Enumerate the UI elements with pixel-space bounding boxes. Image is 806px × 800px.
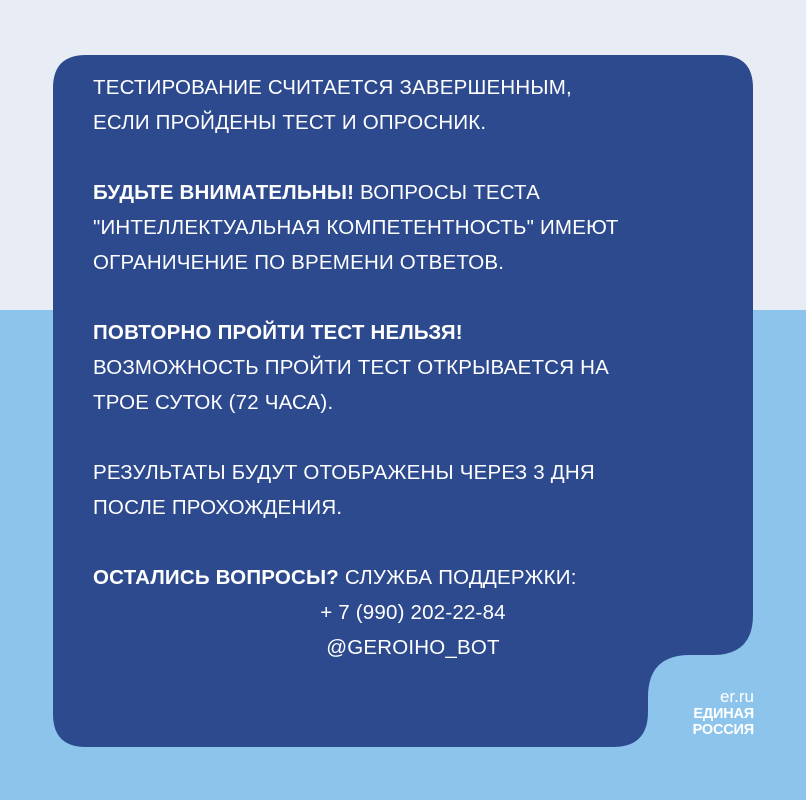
paragraph-attention xyxy=(93,175,733,280)
text-line: ВОПРОСЫ ТЕСТА xyxy=(354,181,540,204)
logo-brand-line2: РОССИЯ xyxy=(692,722,754,738)
attention-heading: БУДЬТЕ ВНИМАТЕЛЬНЫ! xyxy=(93,181,355,204)
support-heading: ОСТАЛИСЬ ВОПРОСЫ? xyxy=(93,566,339,589)
logo-brand-line1: ЕДИНАЯ xyxy=(693,706,754,722)
text-line: "ИНТЕЛЛЕКТУАЛЬНАЯ КОМПЕТЕНТНОСТЬ" ИМЕЮТ xyxy=(93,216,619,239)
paragraph-retake xyxy=(93,315,733,420)
brand-logo xyxy=(672,688,754,738)
logo-site: er.ru xyxy=(719,687,754,706)
paragraph-support xyxy=(93,560,733,595)
support-bot-handle[interactable]: @GEROIHO_BOT xyxy=(326,636,500,659)
text-line: ТРОЕ СУТОК (72 ЧАСА). xyxy=(93,391,334,414)
paragraph-results xyxy=(93,455,733,525)
text-line: ПОСЛЕ ПРОХОЖДЕНИЯ. xyxy=(93,496,343,519)
card-content xyxy=(93,70,733,665)
text-line: ВОЗМОЖНОСТЬ ПРОЙТИ ТЕСТ ОТКРЫВАЕТСЯ НА xyxy=(93,356,609,379)
text-line: ТЕСТИРОВАНИЕ СЧИТАЕТСЯ ЗАВЕРШЕННЫМ, xyxy=(93,76,572,99)
text-line: СЛУЖБА ПОДДЕРЖКИ: xyxy=(339,566,577,589)
text-line: ОГРАНИЧЕНИЕ ПО ВРЕМЕНИ ОТВЕТОВ. xyxy=(93,251,505,274)
text-line: ЕСЛИ ПРОЙДЕНЫ ТЕСТ И ОПРОСНИК. xyxy=(93,111,487,134)
retake-heading: ПОВТОРНО ПРОЙТИ ТЕСТ НЕЛЬЗЯ! xyxy=(93,321,463,344)
support-contacts xyxy=(93,595,733,665)
paragraph-completion xyxy=(93,70,733,140)
support-phone[interactable]: + 7 (990) 202-22-84 xyxy=(320,601,506,624)
text-line: РЕЗУЛЬТАТЫ БУДУТ ОТОБРАЖЕНЫ ЧЕРЕЗ 3 ДНЯ xyxy=(93,461,595,484)
